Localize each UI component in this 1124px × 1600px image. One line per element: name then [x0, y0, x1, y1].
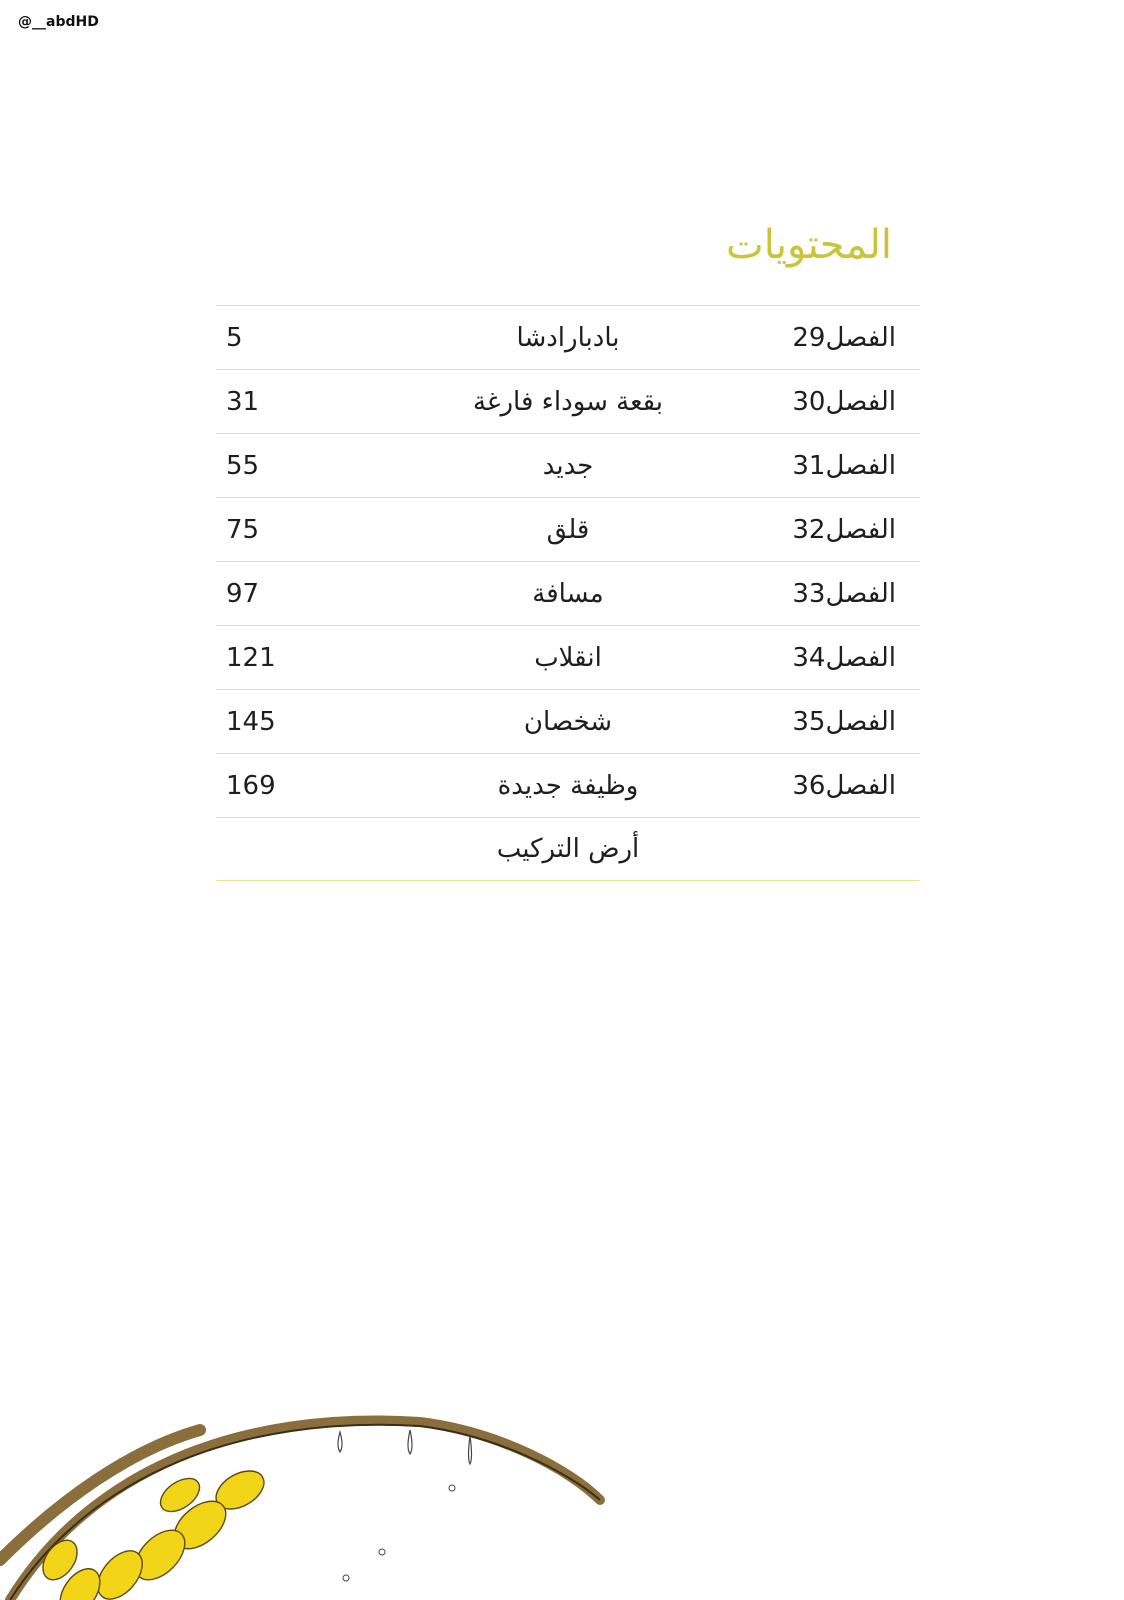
- chapter-title: شخصان: [523, 706, 613, 737]
- toc-row: [216, 305, 920, 369]
- chapter-title: وظيفة جديدة: [497, 770, 639, 801]
- drop: [449, 1485, 455, 1491]
- chapter-label: الفصل30: [792, 386, 896, 417]
- page-number: 75: [226, 514, 260, 545]
- flower-bowl-illustration: [0, 1200, 640, 1600]
- chapter-label: الفصل33: [792, 578, 896, 609]
- bowl-rim: [10, 1420, 600, 1600]
- drop: [379, 1549, 385, 1555]
- chapter-label: الفصل32: [792, 514, 896, 545]
- chapter-label: الفصل36: [792, 770, 896, 801]
- toc-row: [216, 561, 920, 625]
- page-number: 55: [226, 450, 260, 481]
- chapter-title: قلق: [546, 514, 590, 545]
- page-number: 169: [226, 770, 276, 801]
- chapter-title: جديد: [542, 450, 594, 481]
- toc-row: [216, 497, 920, 561]
- chapter-label: الفصل35: [792, 706, 896, 737]
- chapter-label: الفصل29: [792, 322, 896, 353]
- chapter-label: الفصل34: [792, 642, 896, 673]
- toc-row: [216, 817, 920, 881]
- page-number: 31: [226, 386, 260, 417]
- toc-row: [216, 369, 920, 433]
- chapter-title: بقعة سوداء فارغة: [472, 386, 664, 417]
- chapter-title: أرض التركيب: [496, 834, 640, 864]
- page-number: 97: [226, 578, 260, 609]
- credit-handle: @__abdHD: [18, 14, 99, 30]
- toc-row: [216, 625, 920, 689]
- drip: [469, 1436, 472, 1464]
- page-title: المحتويات: [726, 222, 892, 268]
- toc-row: [216, 433, 920, 497]
- chapter-label: الفصل31: [792, 450, 896, 481]
- page-number: 5: [226, 322, 243, 353]
- drip: [338, 1432, 342, 1452]
- drip: [408, 1430, 412, 1454]
- toc-row: [216, 689, 920, 753]
- toc-table: [216, 305, 920, 881]
- page-number: 145: [226, 706, 276, 737]
- drop: [343, 1575, 349, 1581]
- chapter-title: بادبارادشا: [516, 322, 620, 353]
- chapter-title: مسافة: [532, 578, 604, 609]
- toc-row: [216, 753, 920, 817]
- page-number: 121: [226, 642, 276, 673]
- chapter-title: انقلاب: [534, 642, 602, 673]
